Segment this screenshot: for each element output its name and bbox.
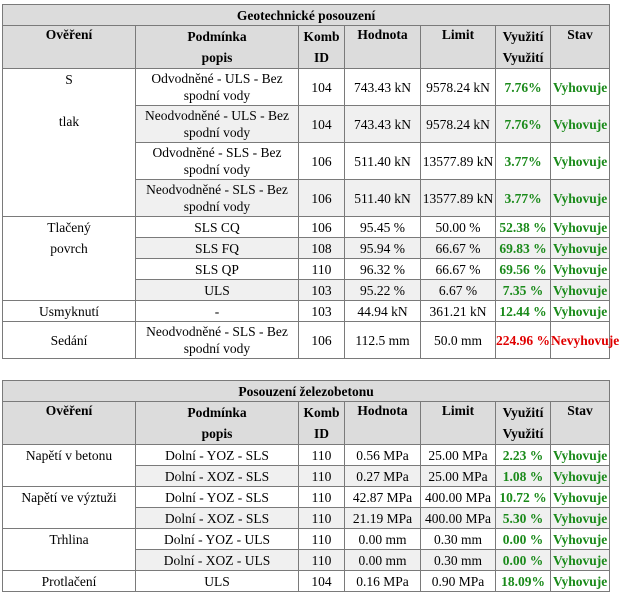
col-header-vyuziti: Využití Využití	[496, 402, 551, 445]
group-label-sedani: Sedání	[3, 322, 136, 359]
cell-popis: Dolní - XOZ - ULS	[136, 550, 299, 571]
cell-popis: Odvodněné - ULS - Bez spodní vody	[136, 69, 299, 106]
cell-vyuziti: 224.96 %	[496, 322, 551, 359]
status-badge: Vyhovuje	[551, 466, 610, 487]
cell-hodnota: 511.40 kN	[345, 180, 421, 217]
col-header-vyuziti: Využití Využití	[496, 26, 551, 69]
reinforced-concrete-table	[2, 380, 610, 592]
cell-hodnota: 21.19 MPa	[345, 508, 421, 529]
col-header-limit: Limit	[421, 26, 496, 69]
cell-limit: 361.21 kN	[421, 301, 496, 322]
cell-komb: 110	[299, 259, 345, 280]
cell-limit: 25.00 MPa	[421, 466, 496, 487]
cell-limit: 400.00 MPa	[421, 508, 496, 529]
status-badge: Vyhovuje	[551, 529, 610, 550]
cell-vyuziti: 7.76%	[496, 69, 551, 106]
status-badge: Vyhovuje	[551, 301, 610, 322]
group-label-tlaceny-povrch: Tlačený povrch	[3, 217, 136, 301]
cell-komb: 106	[299, 217, 345, 238]
cell-komb: 104	[299, 106, 345, 143]
status-badge: Vyhovuje	[551, 106, 610, 143]
cell-limit: 9578.24 kN	[421, 106, 496, 143]
table-row	[3, 571, 610, 592]
table-row	[3, 445, 610, 466]
cell-vyuziti: 1.08 %	[496, 466, 551, 487]
group-label-napeti-vyztuz: Napětí ve výztuži	[3, 487, 136, 529]
cell-limit: 0.30 mm	[421, 529, 496, 550]
status-badge: Vyhovuje	[551, 280, 610, 301]
cell-hodnota: 95.45 %	[345, 217, 421, 238]
cell-popis: ULS	[136, 571, 299, 592]
status-badge: Vyhovuje	[551, 238, 610, 259]
cell-hodnota: 0.56 MPa	[345, 445, 421, 466]
cell-hodnota: 0.00 mm	[345, 550, 421, 571]
col-header-komb: Komb ID	[299, 402, 345, 445]
cell-hodnota: 95.94 %	[345, 238, 421, 259]
col-header-hodnota: Hodnota	[345, 402, 421, 445]
group-label-usmyknuti: Usmyknutí	[3, 301, 136, 322]
table-row	[3, 301, 610, 322]
cell-komb: 110	[299, 508, 345, 529]
cell-popis: Dolní - YOZ - SLS	[136, 445, 299, 466]
cell-komb: 110	[299, 550, 345, 571]
cell-vyuziti: 7.35 %	[496, 280, 551, 301]
cell-komb: 106	[299, 143, 345, 180]
cell-limit: 0.30 mm	[421, 550, 496, 571]
cell-vyuziti: 18.09%	[496, 571, 551, 592]
table-row	[3, 217, 610, 238]
status-badge: Vyhovuje	[551, 69, 610, 106]
cell-komb: 103	[299, 280, 345, 301]
group-label-trhlina: Trhlina	[3, 529, 136, 571]
cell-vyuziti: 0.00 %	[496, 529, 551, 550]
group-label-napeti-beton: Napětí v betonu	[3, 445, 136, 487]
cell-vyuziti: 3.77%	[496, 143, 551, 180]
cell-popis: SLS QP	[136, 259, 299, 280]
table-title: Geotechnické posouzení	[3, 5, 610, 26]
cell-popis: ULS	[136, 280, 299, 301]
cell-komb: 110	[299, 445, 345, 466]
status-badge: Vyhovuje	[551, 571, 610, 592]
cell-hodnota: 0.00 mm	[345, 529, 421, 550]
cell-limit: 0.90 MPa	[421, 571, 496, 592]
cell-popis: SLS FQ	[136, 238, 299, 259]
col-header-stav: Stav	[551, 26, 610, 69]
cell-vyuziti: 5.30 %	[496, 508, 551, 529]
table-row	[3, 69, 610, 106]
geotechnical-table	[2, 4, 619, 359]
cell-limit: 50.00 %	[421, 217, 496, 238]
cell-popis: Neodvodněné - SLS - Bez spodní vody	[136, 322, 299, 359]
cell-komb: 106	[299, 180, 345, 217]
cell-komb: 110	[299, 487, 345, 508]
cell-vyuziti: 69.56 %	[496, 259, 551, 280]
cell-vyuziti: 2.23 %	[496, 445, 551, 466]
cell-limit: 400.00 MPa	[421, 487, 496, 508]
table-row	[3, 487, 610, 508]
cell-hodnota: 511.40 kN	[345, 143, 421, 180]
cell-vyuziti: 7.76%	[496, 106, 551, 143]
cell-popis: Odvodněné - SLS - Bez spodní vody	[136, 143, 299, 180]
table-row	[3, 322, 610, 359]
cell-limit: 13577.89 kN	[421, 143, 496, 180]
cell-limit: 6.67 %	[421, 280, 496, 301]
cell-komb: 104	[299, 571, 345, 592]
cell-limit: 9578.24 kN	[421, 69, 496, 106]
status-badge: Vyhovuje	[551, 487, 610, 508]
cell-hodnota: 743.43 kN	[345, 106, 421, 143]
col-header-limit: Limit	[421, 402, 496, 445]
status-badge: Vyhovuje	[551, 217, 610, 238]
cell-komb: 106	[299, 322, 345, 359]
cell-popis: Dolní - XOZ - SLS	[136, 466, 299, 487]
table-row	[3, 529, 610, 550]
cell-limit: 66.67 %	[421, 238, 496, 259]
cell-popis: Neodvodněné - ULS - Bez spodní vody	[136, 106, 299, 143]
cell-hodnota: 42.87 MPa	[345, 487, 421, 508]
status-badge: Nevyhovuje	[551, 322, 610, 359]
cell-limit: 25.00 MPa	[421, 445, 496, 466]
cell-komb: 110	[299, 466, 345, 487]
cell-popis: -	[136, 301, 299, 322]
col-header-hodnota: Hodnota	[345, 26, 421, 69]
status-badge: Vyhovuje	[551, 445, 610, 466]
cell-komb: 103	[299, 301, 345, 322]
cell-hodnota: 44.94 kN	[345, 301, 421, 322]
cell-popis: Dolní - XOZ - SLS	[136, 508, 299, 529]
cell-komb: 110	[299, 529, 345, 550]
col-header-komb: Komb ID	[299, 26, 345, 69]
cell-hodnota: 112.5 mm	[345, 322, 421, 359]
cell-vyuziti: 10.72 %	[496, 487, 551, 508]
status-badge: Vyhovuje	[551, 550, 610, 571]
cell-limit: 13577.89 kN	[421, 180, 496, 217]
col-header-podminka: Podmínka popis	[136, 402, 299, 445]
col-header-stav: Stav	[551, 402, 610, 445]
status-badge: Vyhovuje	[551, 508, 610, 529]
cell-hodnota: 0.27 MPa	[345, 466, 421, 487]
col-header-overeni: Ověření	[3, 26, 136, 69]
table-title: Posouzení železobetonu	[3, 381, 610, 402]
cell-hodnota: 743.43 kN	[345, 69, 421, 106]
status-badge: Vyhovuje	[551, 259, 610, 280]
cell-limit: 66.67 %	[421, 259, 496, 280]
cell-komb: 104	[299, 69, 345, 106]
cell-limit: 50.0 mm	[421, 322, 496, 359]
cell-vyuziti: 3.77%	[496, 180, 551, 217]
cell-komb: 108	[299, 238, 345, 259]
col-header-overeni: Ověření	[3, 402, 136, 445]
group-label-s-tlak: S tlak	[3, 69, 136, 217]
status-badge: Vyhovuje	[551, 143, 610, 180]
cell-vyuziti: 12.44 %	[496, 301, 551, 322]
group-label-protlaceni: Protlačení	[3, 571, 136, 592]
col-header-podminka: Podmínka popis	[136, 26, 299, 69]
cell-popis: Dolní - YOZ - SLS	[136, 487, 299, 508]
cell-vyuziti: 0.00 %	[496, 550, 551, 571]
cell-hodnota: 96.32 %	[345, 259, 421, 280]
cell-popis: SLS CQ	[136, 217, 299, 238]
cell-popis: Dolní - YOZ - ULS	[136, 529, 299, 550]
cell-vyuziti: 52.38 %	[496, 217, 551, 238]
cell-vyuziti: 69.83 %	[496, 238, 551, 259]
cell-popis: Neodvodněné - SLS - Bez spodní vody	[136, 180, 299, 217]
status-badge: Vyhovuje	[551, 180, 610, 217]
cell-hodnota: 95.22 %	[345, 280, 421, 301]
cell-hodnota: 0.16 MPa	[345, 571, 421, 592]
